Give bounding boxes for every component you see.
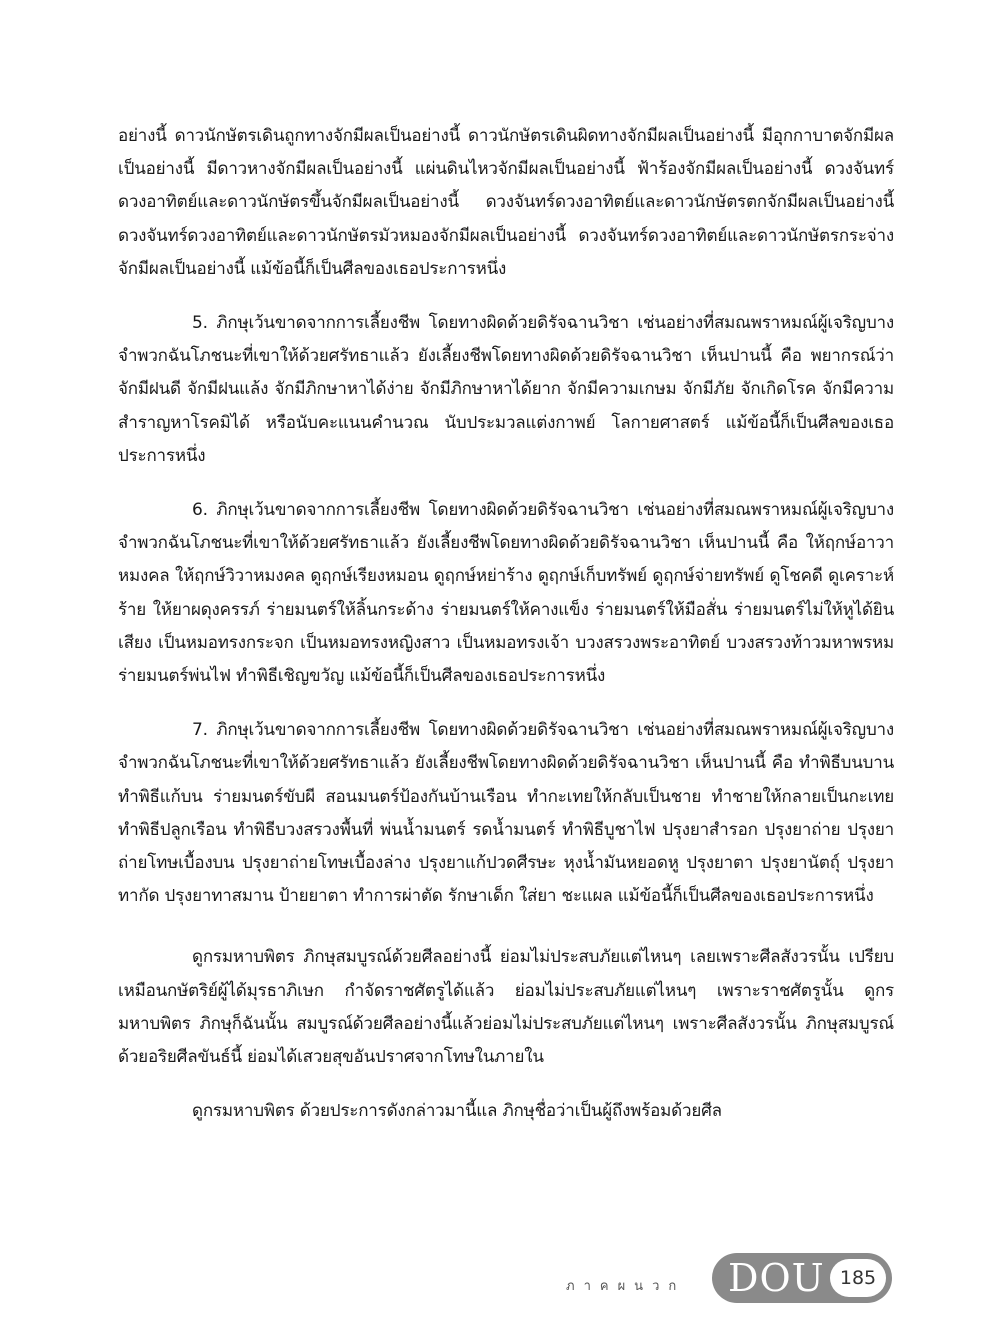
paragraph-gap — [118, 473, 894, 494]
page-footer — [0, 1250, 1000, 1310]
dou-logo: DOU — [728, 1256, 825, 1300]
paragraph-continuation: อย่างนี้ ดาวนักษัตรเดินถูกทางจักมีผลเป็นอย่างนี้ ดาวนักษัตรเดินผิดทางจักมีผลเป็นอย่างนี้ มีอุกกาบาตจักมีผลเป็นอย่างนี้ มีดาวหางจักมีผลเป็นอย่างนี้ แผ่นดินไหวจักมีผลเป็นอย่างนี้ ฟ้าร้องจักมีผลเป็นอย่างนี้ ดวงจันทร์ดวงอาทิตย์และดาวนักษัตรขึ้นจักมีผลเป็นอย่างนี้ ดวงจันทร์ดวงอาทิตย์และดาวนักษัตรตกจักมีผลเป็นอย่างนี้ ดวงจันทร์ดวงอาทิตย์และดาวนักษัตรมัวหมองจักมีผลเป็นอย่างนี้ ดวงจันทร์ดวงอาทิตย์และดาวนักษัตรกระจ่างจักมีผลเป็นอย่างนี้ แม้ข้อนี้ก็เป็นศีลของเธอประการหนึ่ง — [118, 126, 894, 279]
paragraph-gap — [118, 1074, 894, 1095]
page-number: 185 — [830, 1259, 886, 1297]
paragraph-gap — [118, 286, 894, 307]
paragraph-closing: ดูกรมหาบพิตร ด้วยประการดังกล่าวมานี้แล ภิกษุชื่อว่าเป็นผู้ถึงพร้อมด้วยศีล — [192, 1101, 722, 1122]
page-badge — [712, 1253, 892, 1303]
paragraph-item-5: 5. ภิกษุเว้นขาดจากการเลี้ยงชีพ โดยทางผิดด้วยดิรัจฉานวิชา เช่นอย่างที่สมณพราหมณ์ผู้เจริญบางจำพวกฉันโภชนะที่เขาให้ด้วยศรัทธาแล้ว ยังเลี้ยงชีพโดยทางผิดด้วยดิรัจฉานวิชา เห็นปานนี้ คือ พยากรณ์ว่า จักมีฝนดี จักมีฝนแล้ง จักมีภิกษาหาได้ง่าย จักมีภิกษาหาได้ยาก จักมีความเกษม จักมีภัย จักเกิดโรค จักมีความสำราญหาโรคมิได้ หรือนับคะแนนคำนวณ นับประมวลแต่งกาพย์ โลกายศาสตร์ แม้ข้อนี้ก็เป็นศีลของเธอประการหนึ่ง — [118, 313, 894, 466]
paragraph-gap — [118, 693, 894, 714]
page-body — [118, 120, 894, 1128]
paragraph-conclusion: ดูกรมหาบพิตร ภิกษุสมบูรณ์ด้วยศีลอย่างนี้ ย่อมไม่ประสบภัยแต่ไหนๆ เลยเพราะศีลสังวรนั้น เปรียบเหมือนกษัตริย์ผู้ได้มุรธาภิเษก กำจัดราชศัตรูได้แล้ว ย่อมไม่ประสบภัยแต่ไหนๆ เพราะราชศัตรูนั้น ดูกรมหาบพิตร ภิกษุก็ฉันนั้น สมบูรณ์ด้วยศีลอย่างนี้แล้วย่อมไม่ประสบภัยแต่ไหนๆ เพราะศีลสังวรนั้น ภิกษุสมบูรณ์ด้วยอริยศีลขันธ์นี้ ย่อมได้เสวยสุขอันปราศจากโทษในภายใน — [118, 947, 894, 1068]
paragraph-gap — [118, 913, 894, 941]
paragraph-item-7: 7. ภิกษุเว้นขาดจากการเลี้ยงชีพ โดยทางผิดด้วยดิรัจฉานวิชา เช่นอย่างที่สมณพราหมณ์ผู้เจริญบางจำพวกฉันโภชนะที่เขาให้ด้วยศรัทธาแล้ว ยังเลี้ยงชีพโดยทางผิดด้วยดิรัจฉานวิชา เห็นปานนี้ คือ ทำพิธีบนบาน ทำพิธีแก้บน ร่ายมนตร์ขับผี สอนมนตร์ป้องกันบ้านเรือน ทำกะเทยให้กลับเป็นชาย ทำชายให้กลายเป็นกะเทย ทำพิธีปลูกเรือน ทำพิธีบวงสรวงพื้นที่ พ่นน้ำมนตร์ รดน้ำมนตร์ ทำพิธีบูชาไฟ ปรุงยาสำรอก ปรุงยาถ่าย ปรุงยาถ่ายโทษเบื้องบน ปรุงยาถ่ายโทษเบื้องล่าง ปรุงยาแก้ปวดศีรษะ หุงน้ำมันหยอดหู ปรุงยาตา ปรุงยานัตถุ์ ปรุงยาทากัด ปรุงยาทาสมาน ป้ายยาตา ทำการผ่าตัด รักษาเด็ก ใส่ยา ชะแผล แม้ข้อนี้ก็เป็นศีลของเธอประการหนึ่ง — [118, 720, 894, 907]
section-label: ภาคผนวก — [566, 1279, 686, 1294]
paragraph-item-6: 6. ภิกษุเว้นขาดจากการเลี้ยงชีพ โดยทางผิดด้วยดิรัจฉานวิชา เช่นอย่างที่สมณพราหมณ์ผู้เจริญบางจำพวกฉันโภชนะที่เขาให้ด้วยศรัทธาแล้ว ยังเลี้ยงชีพโดยทางผิดด้วยดิรัจฉานวิชา เห็นปานนี้ คือ ให้ฤกษ์อาวาหมงคล ให้ฤกษ์วิวาหมงคล ดูฤกษ์เรียงหมอน ดูฤกษ์หย่าร้าง ดูฤกษ์เก็บทรัพย์ ดูฤกษ์จ่ายทรัพย์ ดูโชคดี ดูเคราะห์ร้าย ให้ยาผดุงครรภ์ ร่ายมนตร์ให้ลิ้นกระด้าง ร่ายมนตร์ให้คางแข็ง ร่ายมนตร์ให้มือสั่น ร่ายมนตร์ไม่ให้หูได้ยินเสียง เป็นหมอทรงกระจก เป็นหมอทรงหญิงสาว เป็นหมอทรงเจ้า บวงสรวงพระอาทิตย์ บวงสรวงท้าวมหาพรหม ร่ายมนตร์พ่นไฟ ทำพิธีเชิญขวัญ แม้ข้อนี้ก็เป็นศีลของเธอประการหนึ่ง — [118, 500, 894, 687]
